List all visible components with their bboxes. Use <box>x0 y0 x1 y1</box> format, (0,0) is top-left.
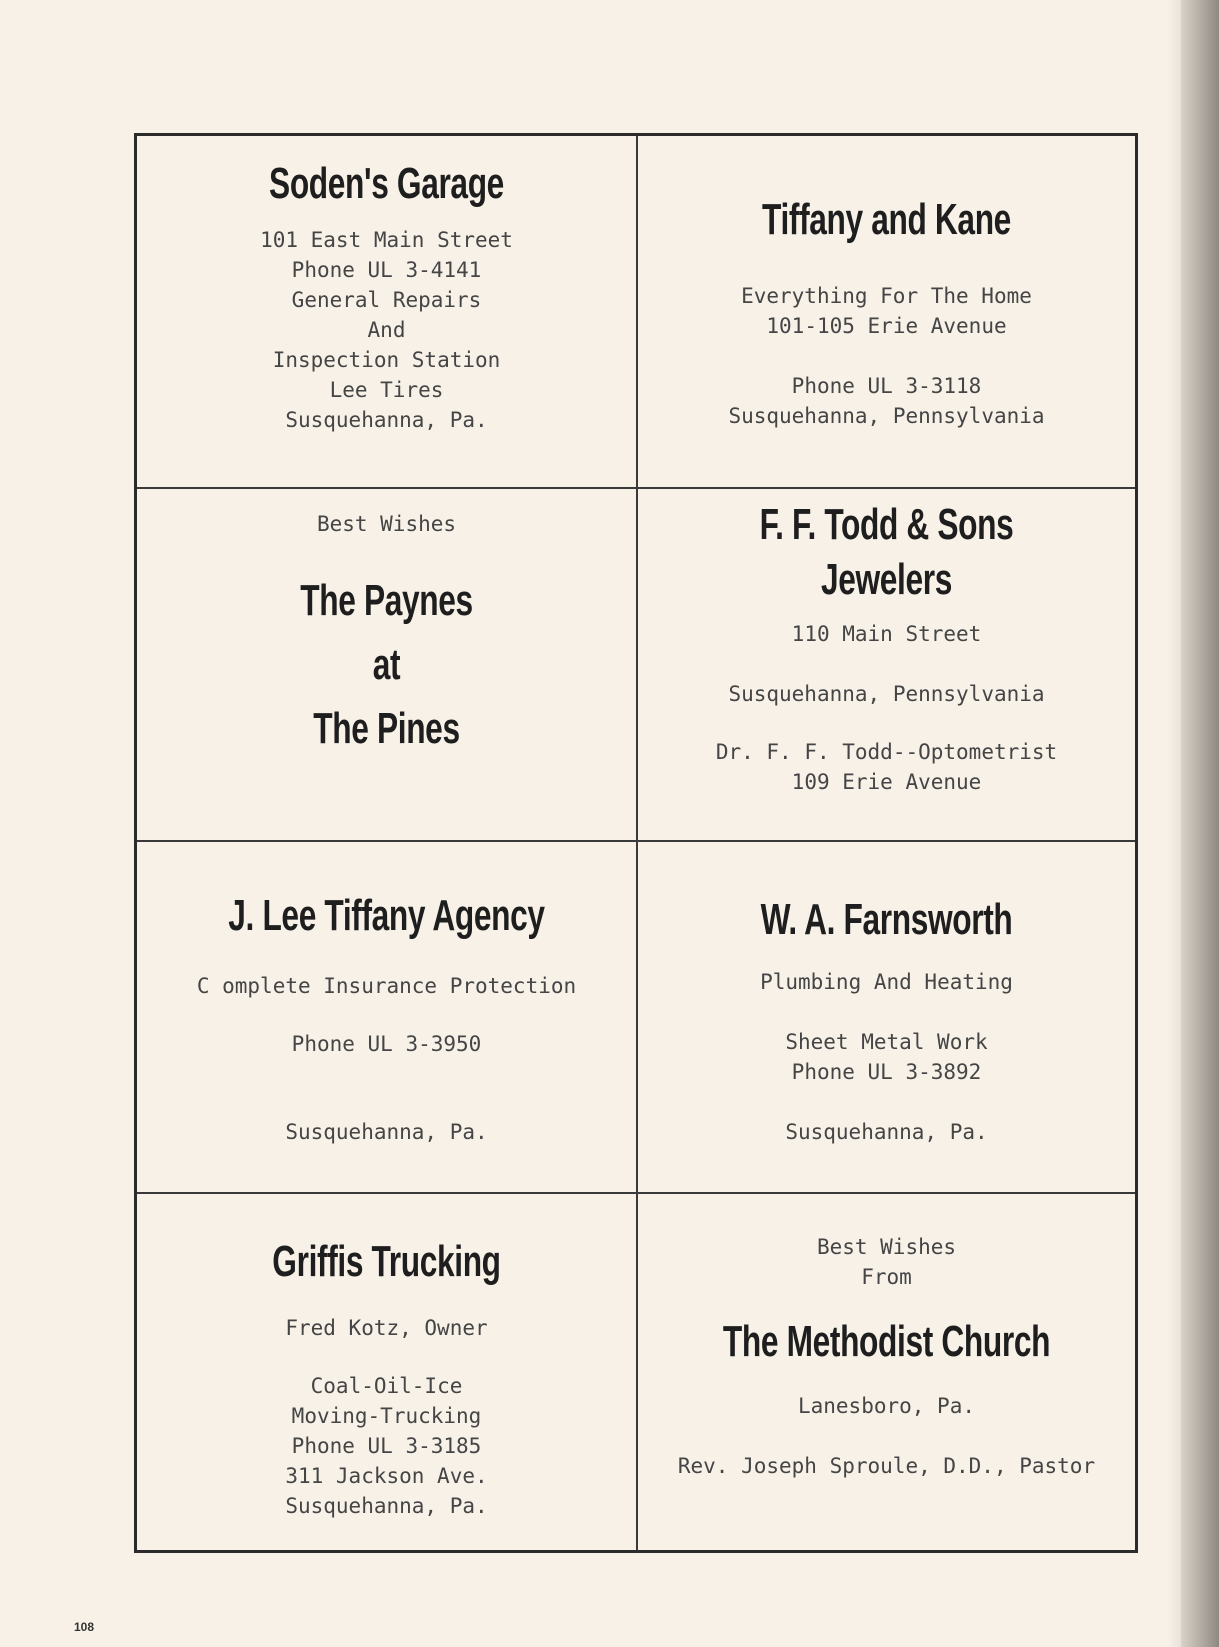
ad-line: Susquehanna, Pa. <box>285 1120 488 1144</box>
ad-sodens-garage <box>137 136 638 489</box>
ad-line: Plumbing And Heating <box>760 970 1013 994</box>
ad-griffis-trucking <box>137 1194 638 1550</box>
ad-line: 101 East Main Street <box>260 228 513 252</box>
ad-line: Best Wishes <box>816 1235 957 1259</box>
ad-line: Coal-Oil-Ice <box>310 1374 463 1398</box>
ad-line: Susquehanna, Pennsylvania <box>728 682 1045 706</box>
ad-lee-tiffany-agency <box>137 842 638 1194</box>
ad-title: at <box>372 640 401 689</box>
page-edge <box>1181 0 1219 1647</box>
ad-line: Rev. Joseph Sproule, D.D., Pastor <box>677 1454 1096 1478</box>
ad-line: Susquehanna, Pa. <box>785 1120 988 1144</box>
ad-title: Griffis Trucking <box>272 1237 501 1286</box>
page-number: 108 <box>74 1620 95 1634</box>
ad-title: The Pines <box>313 704 460 753</box>
ad-line: C omplete Insurance Protection <box>196 974 577 998</box>
ad-line: Susquehanna, Pa. <box>285 1494 488 1518</box>
ad-line: Phone UL 3-3892 <box>791 1060 982 1084</box>
ad-farnsworth <box>638 842 1135 1194</box>
ad-line: Inspection Station <box>272 348 501 372</box>
page-edge-shadow <box>1167 0 1181 1647</box>
ad-line: Susquehanna, Pa. <box>285 408 488 432</box>
ad-title: The Paynes <box>300 576 473 625</box>
ad-line: 109 Erie Avenue <box>791 770 982 794</box>
ad-line: And <box>367 318 406 342</box>
ad-line: 311 Jackson Ave. <box>285 1464 488 1488</box>
ad-line: Phone UL 3-3185 <box>291 1434 482 1458</box>
ad-title: Jewelers <box>821 555 952 604</box>
ad-title: Tiffany and Kane <box>762 195 1011 244</box>
ad-title: The Methodist Church <box>722 1317 1051 1366</box>
ad-line: Lanesboro, Pa. <box>797 1394 975 1418</box>
ad-methodist-church <box>638 1194 1135 1550</box>
ad-title: Soden's Garage <box>269 159 504 208</box>
ad-line: Phone UL 3-3118 <box>791 374 982 398</box>
ad-title: F. F. Todd & Sons <box>759 500 1014 549</box>
ad-line: Fred Kotz, Owner <box>285 1316 488 1340</box>
ad-line: Phone UL 3-4141 <box>291 258 482 282</box>
ad-line: 110 Main Street <box>791 622 982 646</box>
ad-line: Sheet Metal Work <box>785 1030 988 1054</box>
advertisement-grid <box>134 133 1138 1553</box>
ad-line: From <box>861 1265 912 1289</box>
ad-line: 101-105 Erie Avenue <box>766 314 1007 338</box>
ad-line: Moving-Trucking <box>291 1404 482 1428</box>
ad-line: Best Wishes <box>316 512 457 536</box>
ad-line: General Repairs <box>291 288 482 312</box>
ad-line: Lee Tires <box>329 378 444 402</box>
ad-the-paynes <box>137 489 638 842</box>
ad-title: W. A. Farnsworth <box>760 895 1013 944</box>
ad-line: Dr. F. F. Todd--Optometrist <box>715 740 1058 764</box>
ad-title: J. Lee Tiffany Agency <box>228 891 545 940</box>
ad-tiffany-and-kane <box>638 136 1135 489</box>
ad-ff-todd <box>638 489 1135 842</box>
ad-line: Everything For The Home <box>741 284 1032 308</box>
ad-line: Susquehanna, Pennsylvania <box>728 404 1045 428</box>
ad-line: Phone UL 3-3950 <box>291 1032 482 1056</box>
